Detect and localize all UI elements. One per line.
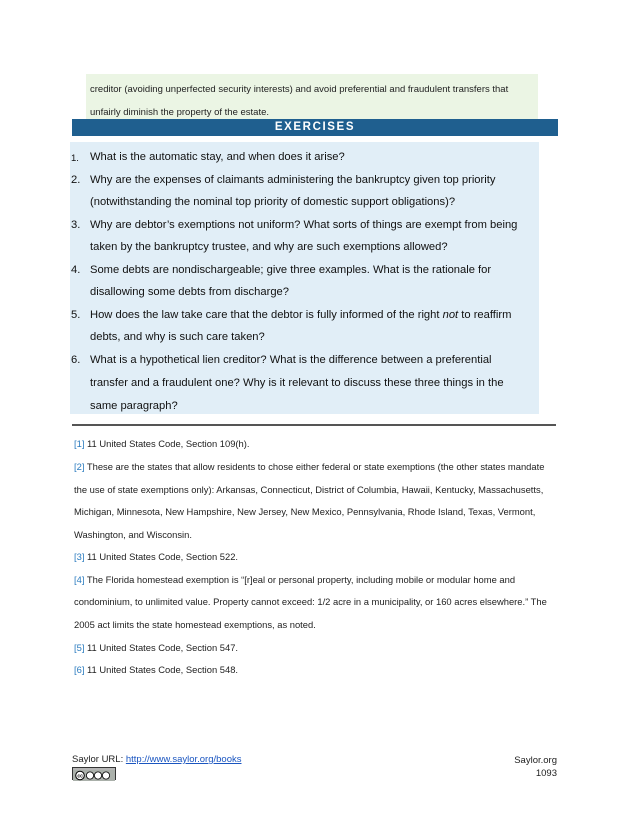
exercise-line	[90, 309, 511, 321]
exercise-number: 4.	[71, 264, 81, 276]
footnote-ref-link[interactable]: [1]	[74, 438, 85, 449]
footnote	[74, 574, 515, 585]
exercise-line: taken by the bankruptcy trustee, and why are such exemptions allowed?	[90, 241, 448, 253]
footer-url-link[interactable]: http://www.saylor.org/books	[125, 754, 242, 765]
footnote-line: the use of state exemptions only): Arkansas, Connecticut, District of Columbia, Hawaii, Kentucky, Massachusetts,	[74, 484, 544, 495]
footnote-line: condominium, to unlimited value. Property cannot exceed: 1/2 acre in a municipality, or 160 acres elsewhere.” The	[74, 596, 547, 607]
exercise-number: 1.	[71, 153, 79, 164]
exercise-line: disallowing some debts from discharge?	[90, 286, 289, 298]
exercise-number: 2.	[71, 174, 81, 186]
footnote-ref-link[interactable]: [4]	[74, 574, 85, 585]
footnote-ref-link[interactable]: [6]	[74, 664, 85, 675]
exercise-line: Some debts are nondischargeable; give three examples. What is the rationale for	[90, 264, 492, 276]
footnote-text: 11 United States Code, Section 109(h).	[84, 438, 250, 449]
exercise-text: to reaffirm	[458, 309, 512, 321]
footnote-text: The Florida homestead exemption is “[r]eal or personal property, including mobile or modular home and	[84, 574, 516, 585]
exercise-line: What is a hypothetical lien creditor? What is the difference between a preferential	[90, 354, 492, 366]
exercise-number: 3.	[71, 219, 81, 231]
exercise-line: (notwithstanding the nominal top priority of domestic support obligations)?	[90, 196, 456, 208]
exercise-line: Why are debtor’s exemptions not uniform? What sorts of things are exempt from being	[90, 219, 518, 231]
exercise-number: 6.	[71, 354, 81, 366]
footer-source	[72, 754, 242, 765]
footnote-text: 11 United States Code, Section 547.	[84, 642, 239, 653]
footnote-ref-link[interactable]: [5]	[74, 642, 85, 653]
exercise-line: debts, and why is such care taken?	[90, 331, 265, 343]
creative-commons-license-icon	[72, 767, 116, 780]
exercise-text: How does the law take care that the debtor is fully informed of the right	[90, 309, 443, 321]
footer-page-info	[514, 754, 557, 780]
exercise-line: Why are the expenses of claimants administering the bankruptcy given top priority	[90, 174, 496, 186]
cc-badge-graphic	[73, 770, 115, 781]
exercise-line: What is the automatic stay, and when does it arise?	[90, 151, 345, 163]
footnote-line: Washington, and Wisconsin.	[74, 529, 192, 540]
summary-line: creditor (avoiding unperfected security interests) and avoid preferential and fraudulent transfers that	[90, 84, 509, 95]
exercise-line: transfer and a fraudulent one? Why is it relevant to discuss these three things in the	[90, 377, 504, 389]
footnote	[74, 461, 544, 472]
footnote	[74, 438, 249, 449]
footnote-divider	[72, 424, 556, 426]
summary-line: unfairly diminish the property of the estate.	[90, 107, 270, 118]
footnote	[74, 551, 238, 562]
footnote-line: Michigan, Minnesota, New Hampshire, New Jersey, New Mexico, Pennsylvania, Rhode Island, Texas, Vermont,	[74, 506, 536, 517]
footnote-ref-link[interactable]: [3]	[74, 551, 85, 562]
footnote-ref-link[interactable]: [2]	[74, 461, 85, 472]
exercise-number: 5.	[71, 309, 81, 321]
footnote	[74, 642, 238, 653]
footnote-text: These are the states that allow residents to chose either federal or state exemptions (the other states mandate	[84, 461, 545, 472]
svg-text:cc: cc	[77, 773, 83, 780]
footnote-text: 11 United States Code, Section 522.	[84, 551, 239, 562]
page-number: 1093	[535, 768, 557, 779]
footer-publisher: Saylor.org	[514, 755, 557, 766]
exercise-line: same paragraph?	[90, 400, 178, 412]
footer-url-label: Saylor URL:	[72, 754, 126, 765]
exercises-header: EXERCISES	[72, 119, 558, 136]
footnote-line: 2005 act limits the state homestead exemptions, as noted.	[74, 619, 316, 630]
exercise-emphasis: not	[442, 309, 459, 321]
footnote-text: 11 United States Code, Section 548.	[84, 664, 239, 675]
footnote	[74, 664, 238, 675]
